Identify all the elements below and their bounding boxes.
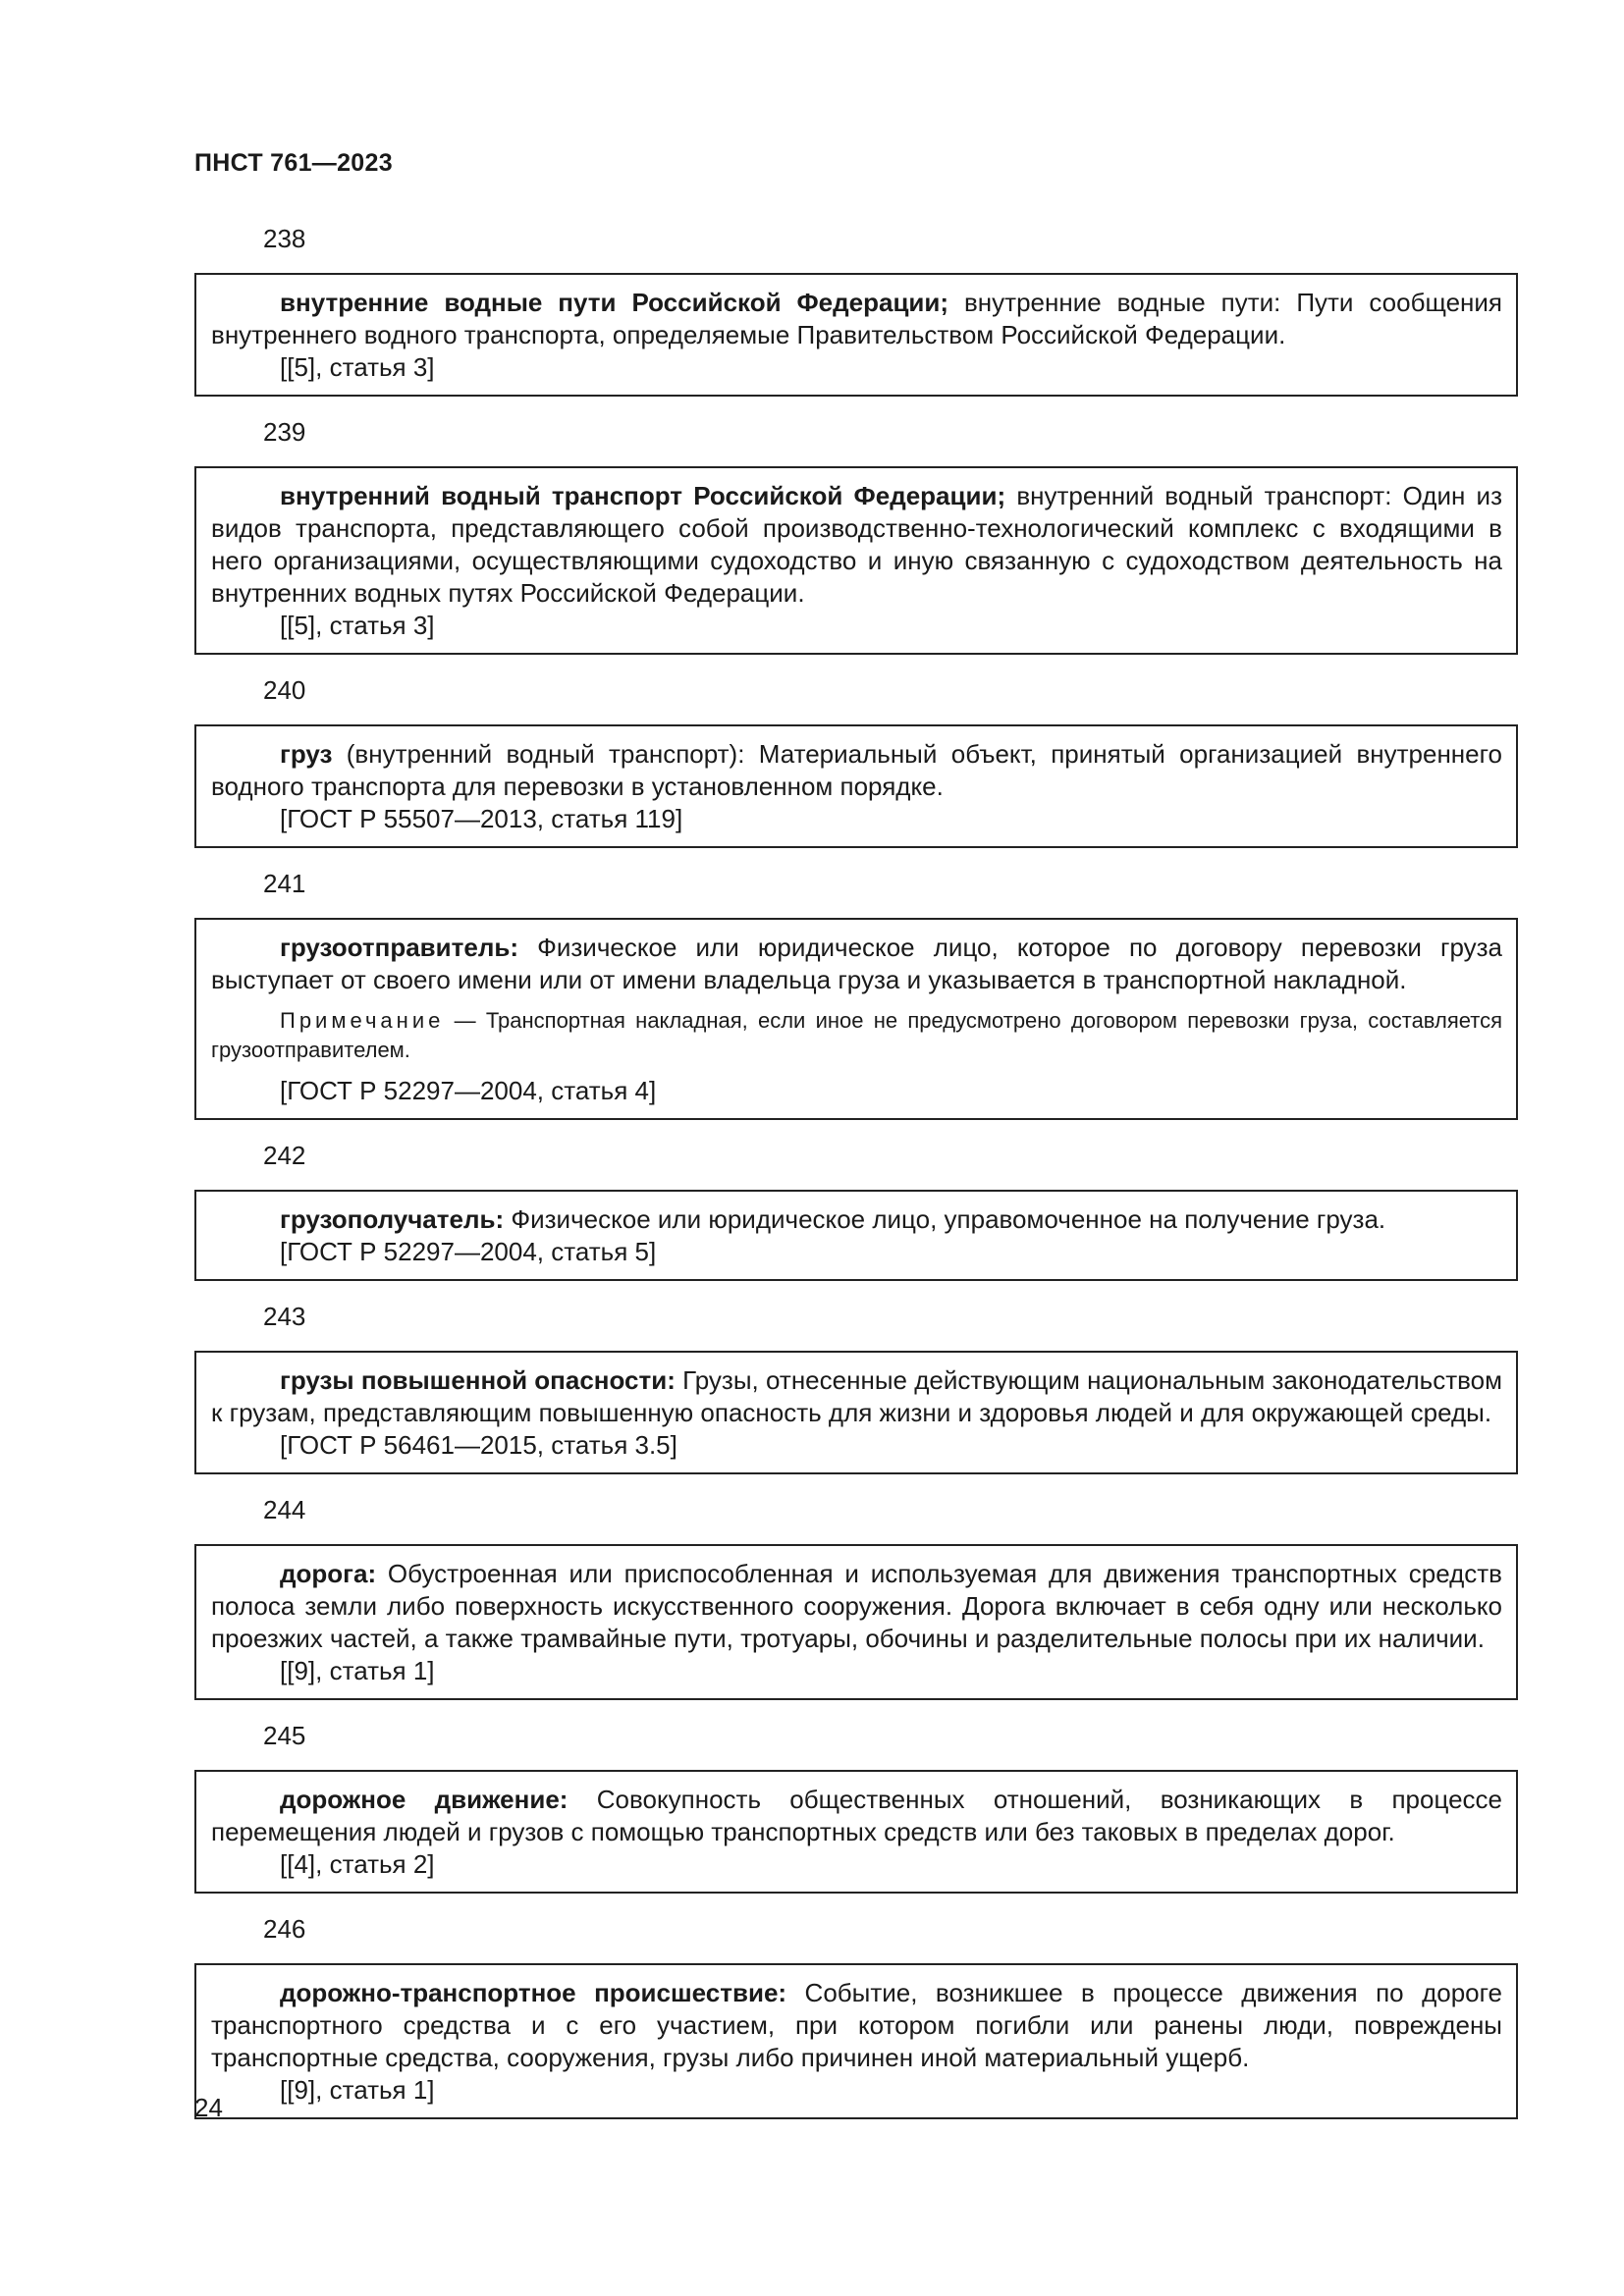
- term-box: [194, 466, 1518, 655]
- entry-239: [194, 415, 1518, 655]
- term-definition: Совокупность общественных отношений, возникающих в процессе перемещения людей и грузов с помощью транспортных средств или без таковых в пределах дорог.: [211, 1785, 1502, 1846]
- term-definition: Физическое или юридическое лицо, которое по договору перевозки груза выступает от своего имени или от имени владельца груза и указывается в транспортной накладной.: [211, 933, 1502, 994]
- term-source: [[5], статья 3]: [280, 352, 435, 382]
- term-title: дорожное движение:: [280, 1785, 568, 1814]
- term-definition: Грузы, отнесенные действующим национальным законодательством к грузам, представляющим повышенную опасность для жизни и здоровья людей и для окружающей среды.: [211, 1365, 1502, 1427]
- term-definition: (внутренний водный транспорт): Материальный объект, принятый организацией внутреннего водного транспорта для перевозки в установленном порядке.: [211, 739, 1502, 801]
- term-title: грузы повышенной опасности:: [280, 1365, 676, 1395]
- term-source: [ГОСТ Р 55507—2013, статья 119]: [280, 804, 683, 833]
- entry-244: [194, 1493, 1518, 1700]
- term-source: [[9], статья 1]: [280, 1656, 435, 1685]
- term-box: [194, 1770, 1518, 1894]
- note-label: Примечание: [280, 1008, 445, 1033]
- term-box: [194, 273, 1518, 397]
- term-source: [[4], статья 2]: [280, 1849, 435, 1879]
- note-text: — Транспортная накладная, если иное не предусмотрено договором перевозки груза, составляется грузоотправителем.: [211, 1008, 1502, 1062]
- term-box: [194, 918, 1518, 1120]
- entry-number: 246: [263, 1914, 306, 1944]
- entry-number: 238: [263, 224, 306, 253]
- document-code: ПНСТ 761—2023: [194, 149, 393, 177]
- entry-number: 240: [263, 675, 306, 705]
- entry-number: 245: [263, 1721, 306, 1750]
- terms-list: [194, 222, 1518, 2138]
- entry-number: 244: [263, 1495, 306, 1524]
- entry-243: [194, 1300, 1518, 1474]
- term-definition: Физическое или юридическое лицо, управомоченное на получение груза.: [504, 1204, 1386, 1234]
- term-definition: внутренние водные пути: Пути сообщения внутреннего водного транспорта, определяемые Правительством Российской Федерации.: [211, 288, 1502, 349]
- entry-242: [194, 1139, 1518, 1281]
- entry-246: [194, 1912, 1518, 2119]
- entry-number: 239: [263, 417, 306, 447]
- entry-245: [194, 1719, 1518, 1894]
- term-title: дорожно-транспортное происшествие:: [280, 1978, 787, 2007]
- term-title: внутренние водные пути Российской Федерации;: [280, 288, 949, 317]
- term-source: [ГОСТ Р 56461—2015, статья 3.5]: [280, 1430, 677, 1460]
- term-text: [211, 1558, 1502, 1655]
- term-source: [ГОСТ Р 52297—2004, статья 4]: [280, 1076, 657, 1105]
- term-box: [194, 1190, 1518, 1281]
- term-title: грузоотправитель:: [280, 933, 518, 962]
- entry-number: 241: [263, 869, 306, 898]
- term-text: [211, 287, 1502, 351]
- term-box: [194, 1544, 1518, 1700]
- term-definition: Обустроенная или приспособленная и используемая для движения транспортных средств полоса земли либо поверхность искусственного сооружения. Дорога включает в себя одну или несколько проезжих частей, а также трамвайные пути, тротуары, обочины и разделительные полосы при их наличии.: [211, 1559, 1502, 1653]
- term-title: груз: [280, 739, 333, 769]
- term-source: [ГОСТ Р 52297—2004, статья 5]: [280, 1237, 657, 1266]
- term-text: [211, 1977, 1502, 2074]
- term-box: [194, 1963, 1518, 2119]
- term-title: грузополучатель:: [280, 1204, 505, 1234]
- entry-number: 242: [263, 1141, 306, 1170]
- term-source: [[9], статья 1]: [280, 2075, 435, 2105]
- entry-240: [194, 673, 1518, 848]
- entry-238: [194, 222, 1518, 397]
- term-title: дорога:: [280, 1559, 377, 1588]
- term-text: [211, 932, 1502, 996]
- term-definition: внутренний водный транспорт: Один из видов транспорта, представляющего собой производственно-технологический комплекс с входящими в него организациями, осуществляющими судоходство и иную связанную с судоходством деятельность на внутренних водных путях Российской Федерации.: [211, 481, 1502, 608]
- term-text: [211, 1364, 1502, 1429]
- term-title: внутренний водный транспорт Российской Федерации;: [280, 481, 1006, 510]
- entry-number: 243: [263, 1302, 306, 1331]
- page-number: 24: [194, 2093, 223, 2122]
- entry-241: [194, 867, 1518, 1120]
- term-box: [194, 724, 1518, 848]
- term-note: [211, 1006, 1502, 1065]
- term-text: [211, 738, 1502, 803]
- term-box: [194, 1351, 1518, 1474]
- term-source: [[5], статья 3]: [280, 611, 435, 640]
- term-text: [211, 480, 1502, 610]
- term-text: [211, 1784, 1502, 1848]
- term-definition: Событие, возникшее в процессе движения по дороге транспортного средства и с его участием, при котором погибли или ранены люди, повреждены транспортные средства, сооружения, грузы либо причинен иной материальный ущерб.: [211, 1978, 1502, 2072]
- term-text: [211, 1203, 1502, 1236]
